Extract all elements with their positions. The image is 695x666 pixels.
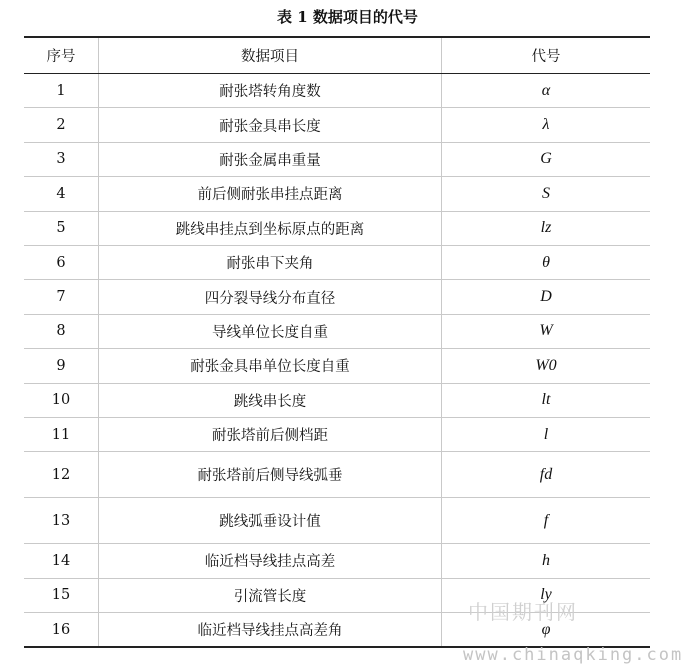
table-row bbox=[24, 417, 650, 451]
data-table bbox=[24, 36, 650, 648]
row-number: 1 bbox=[56, 82, 66, 99]
row-item: 耐张金具串单位长度自重 bbox=[99, 349, 442, 383]
row-item: 临近档导线挂点高差 bbox=[99, 544, 442, 578]
table-row bbox=[24, 142, 650, 176]
table-row bbox=[24, 74, 650, 108]
row-number: 14 bbox=[24, 544, 99, 578]
table-row bbox=[24, 245, 650, 279]
row-item: 跳线弧垂设计值 bbox=[99, 498, 442, 544]
table-row bbox=[24, 108, 650, 142]
row-number: 9 bbox=[24, 349, 99, 383]
header-code: 代号 bbox=[442, 37, 651, 74]
row-item: 导线单位长度自重 bbox=[99, 314, 442, 348]
row-item: 临近档导线挂点高差角 bbox=[99, 613, 442, 647]
row-number: 12 bbox=[24, 452, 99, 498]
row-item: 引流管长度 bbox=[99, 578, 442, 612]
table-row bbox=[24, 280, 650, 314]
table-row bbox=[24, 211, 650, 245]
table-row bbox=[24, 349, 650, 383]
table-row bbox=[24, 544, 650, 578]
row-code: G bbox=[442, 142, 651, 176]
table-row bbox=[24, 452, 650, 498]
row-number: 2 bbox=[24, 108, 99, 142]
watermark-logo-text: 中国期刊网 bbox=[468, 600, 578, 624]
row-number: 7 bbox=[24, 280, 99, 314]
row-item: 耐张金属串重量 bbox=[99, 142, 442, 176]
watermark-url: www.chinaqking.com bbox=[463, 645, 684, 665]
row-code: fd bbox=[442, 452, 651, 498]
row-item: 跳线串长度 bbox=[99, 383, 442, 417]
row-number: 16 bbox=[24, 613, 99, 647]
row-code: φ bbox=[442, 613, 651, 647]
row-code: lt bbox=[442, 383, 651, 417]
table-row bbox=[24, 177, 650, 211]
table-row bbox=[24, 498, 650, 544]
row-code: θ bbox=[442, 245, 651, 279]
row-item: 耐张金具串长度 bbox=[99, 108, 442, 142]
row-number: 11 bbox=[24, 417, 99, 451]
row-number: 5 bbox=[24, 211, 99, 245]
row-code: W bbox=[442, 314, 651, 348]
row-item: 耐张串下夹角 bbox=[99, 245, 442, 279]
row-code: W0 bbox=[442, 349, 651, 383]
row-code: l bbox=[442, 417, 651, 451]
header-item: 数据项目 bbox=[99, 37, 442, 74]
row-item: 耐张塔前后侧档距 bbox=[99, 417, 442, 451]
row-code: lz bbox=[442, 211, 651, 245]
table-row bbox=[24, 383, 650, 417]
table-title: 表 1 数据项目的代号 bbox=[277, 8, 418, 26]
table-row bbox=[24, 314, 650, 348]
row-code: S bbox=[442, 177, 651, 211]
row-code: ly bbox=[442, 578, 651, 612]
row-number: 15 bbox=[24, 578, 99, 612]
row-number: 6 bbox=[24, 245, 99, 279]
header-number: 序号 bbox=[24, 37, 99, 74]
row-item: 耐张塔转角度数 bbox=[99, 74, 442, 108]
row-item: 前后侧耐张串挂点距离 bbox=[99, 177, 442, 211]
row-number: 10 bbox=[24, 383, 99, 417]
row-number: 13 bbox=[24, 498, 99, 544]
table-header-row bbox=[24, 37, 650, 74]
row-number: 4 bbox=[24, 177, 99, 211]
row-code: h bbox=[442, 544, 651, 578]
row-code: f bbox=[442, 498, 651, 544]
row-number: 3 bbox=[24, 142, 99, 176]
row-number: 8 bbox=[24, 314, 99, 348]
row-item: 四分裂导线分布直径 bbox=[99, 280, 442, 314]
row-code: D bbox=[442, 280, 651, 314]
row-item: 耐张塔前后侧导线弧垂 bbox=[99, 452, 442, 498]
row-code: λ bbox=[442, 108, 651, 142]
row-code: α bbox=[442, 74, 651, 108]
row-item: 跳线串挂点到坐标原点的距离 bbox=[99, 211, 442, 245]
